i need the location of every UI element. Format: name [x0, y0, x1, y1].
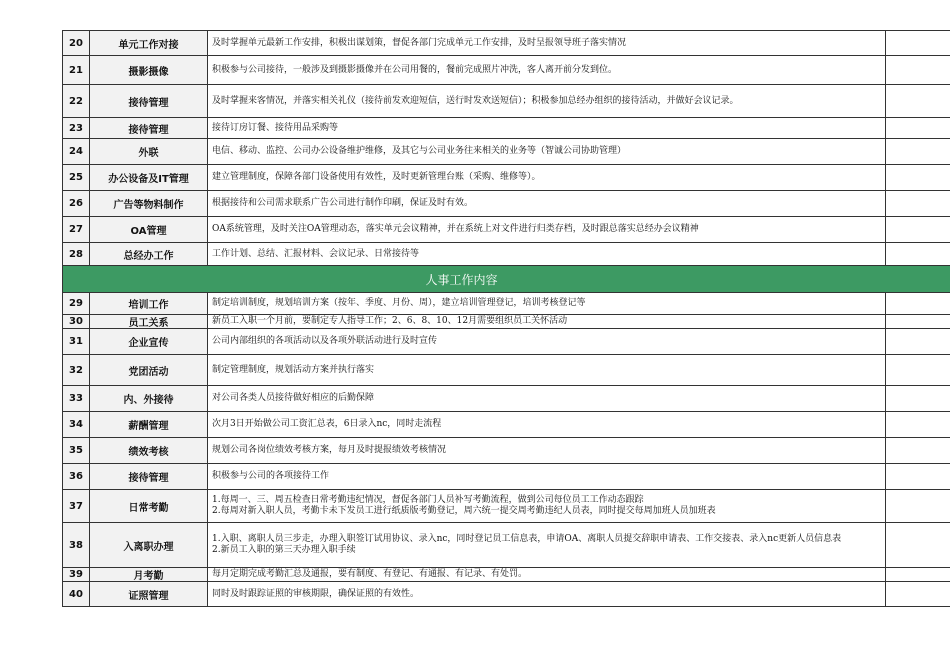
work-item: 广告等物料制作 — [90, 191, 208, 216]
work-description: 积极参与公司接待，一般涉及到摄影摄像并在公司用餐的，餐前完成照片冲洗，客人离开前分发到位。 — [208, 56, 886, 84]
row-number: 22 — [62, 85, 90, 117]
table-row — [62, 582, 950, 607]
table-row — [62, 568, 950, 582]
table-row — [62, 85, 950, 118]
hr-rows — [62, 293, 950, 607]
section-header-hr — [62, 266, 950, 293]
work-description: 建立管理制度，保障各部门设备使用有效性，及时更新管理台账（采购、维修等）。 — [208, 165, 886, 190]
work-description: 制定培训制度，规划培训方案（按年、季度、月份、周），建立培训管理登记，培训考核登记等 — [208, 293, 886, 314]
work-description: 工作计划、总结、汇报材料、会议记录、日常接待等 — [208, 243, 886, 265]
table-row — [62, 412, 950, 438]
row-number: 40 — [62, 582, 90, 606]
table-row — [62, 386, 950, 412]
row-number: 38 — [62, 523, 90, 567]
work-item: 接待管理 — [90, 85, 208, 117]
work-item: 办公设备及IT管理 — [90, 165, 208, 190]
row-number: 23 — [62, 118, 90, 138]
work-item: 入离职办理 — [90, 523, 208, 567]
work-item: 证照管理 — [90, 582, 208, 606]
work-item: 月考勤 — [90, 568, 208, 581]
work-item: OA管理 — [90, 217, 208, 242]
work-item: 内、外接待 — [90, 386, 208, 411]
work-item: 党团活动 — [90, 355, 208, 385]
work-description: 及时掌握来客情况，并落实相关礼仪（接待前发欢迎短信，送行时发欢送短信）；积极参加总经办组织的接待活动，并做好会议记录。 — [208, 85, 886, 117]
table-row — [62, 56, 950, 85]
row-number: 33 — [62, 386, 90, 411]
work-description: 制定管理制度，规划活动方案并执行落实 — [208, 355, 886, 385]
work-description: 1.每周一、三、周五检查日常考勤违纪情况，督促各部门人员补写考勤流程，做到公司每位员工工作动态跟踪 2.每周对新入职人员，考勤卡未下发员工进行纸质版考勤登记，周六统一提交周考勤违纪人员表，同时提交每周加班人员加班表 — [208, 490, 886, 522]
row-number: 37 — [62, 490, 90, 522]
table-row — [62, 118, 950, 139]
work-item: 摄影摄像 — [90, 56, 208, 84]
work-description: 同时及时跟踪证照的审核期限，确保证照的有效性。 — [208, 582, 886, 606]
row-number: 32 — [62, 355, 90, 385]
section-title: 人事工作内容 — [425, 272, 498, 287]
row-number: 31 — [62, 329, 90, 354]
row-number: 39 — [62, 568, 90, 581]
work-item: 接待管理 — [90, 464, 208, 489]
work-item: 总经办工作 — [90, 243, 208, 265]
table-row — [62, 30, 950, 56]
row-number: 20 — [62, 31, 90, 55]
work-item: 接待管理 — [90, 118, 208, 138]
row-number: 21 — [62, 56, 90, 84]
row-number: 30 — [62, 315, 90, 328]
work-description: 接待订房订餐、接待用品采购等 — [208, 118, 886, 138]
work-item: 员工关系 — [90, 315, 208, 328]
work-item: 薪酬管理 — [90, 412, 208, 437]
table-row — [62, 191, 950, 217]
work-description: 根据接待和公司需求联系广告公司进行制作印刷，保证及时有效。 — [208, 191, 886, 216]
table-row — [62, 217, 950, 243]
work-description: 次月3日开始做公司工资汇总表，6日录入nc，同时走流程 — [208, 412, 886, 437]
work-description: 及时掌握单元最新工作安排，积极出谋划策，督促各部门完成单元工作安排，及时呈报领导班子落实情况 — [208, 31, 886, 55]
row-number: 26 — [62, 191, 90, 216]
row-number: 27 — [62, 217, 90, 242]
row-number: 28 — [62, 243, 90, 265]
table-row — [62, 438, 950, 464]
work-description: 新员工入职一个月前，要制定专人指导工作；2、6、8、10、12月需要组织员工关怀活动 — [208, 315, 886, 328]
table-row — [62, 139, 950, 165]
table-row — [62, 293, 950, 315]
work-item: 外联 — [90, 139, 208, 164]
row-number: 35 — [62, 438, 90, 463]
work-description: OA系统管理，及时关注OA管理动态，落实单元会议精神，并在系统上对文件进行归类存档，及时跟总落实总经办会议精神 — [208, 217, 886, 242]
table-row — [62, 355, 950, 386]
row-number: 34 — [62, 412, 90, 437]
admin-rows — [62, 30, 950, 266]
work-item: 日常考勤 — [90, 490, 208, 522]
work-content-table — [62, 30, 950, 607]
work-item: 绩效考核 — [90, 438, 208, 463]
work-item: 单元工作对接 — [90, 31, 208, 55]
table-row — [62, 464, 950, 490]
table-row — [62, 165, 950, 191]
table-row — [62, 243, 950, 266]
row-number: 25 — [62, 165, 90, 190]
work-description: 规划公司各岗位绩效考核方案，每月及时提报绩效考核情况 — [208, 438, 886, 463]
work-description: 对公司各类人员接待做好相应的后勤保障 — [208, 386, 886, 411]
row-number: 29 — [62, 293, 90, 314]
work-description: 电信、移动、监控、公司办公设备维护维修，及其它与公司业务往来相关的业务等（智诚公司协助管理） — [208, 139, 886, 164]
work-item: 培训工作 — [90, 293, 208, 314]
row-number: 24 — [62, 139, 90, 164]
work-item: 企业宣传 — [90, 329, 208, 354]
work-description: 公司内部组织的各项活动以及各项外联活动进行及时宣传 — [208, 329, 886, 354]
work-description: 1.入职、离职人员三步走，办理入职签订试用协议、录入nc，同时登记员工信息表，申请OA、离职人员提交辞职申请表、工作交接表、录入nc更新人员信息表 2.新员工入职的第三天办理入职手续 — [208, 523, 886, 567]
table-row — [62, 329, 950, 355]
work-description: 积极参与公司的各项接待工作 — [208, 464, 886, 489]
table-row — [62, 315, 950, 329]
table-row — [62, 490, 950, 523]
row-number: 36 — [62, 464, 90, 489]
work-description: 每月定期完成考勤汇总及通报，要有制度、有登记、有通报、有记录、有处罚。 — [208, 568, 886, 581]
table-row — [62, 523, 950, 568]
